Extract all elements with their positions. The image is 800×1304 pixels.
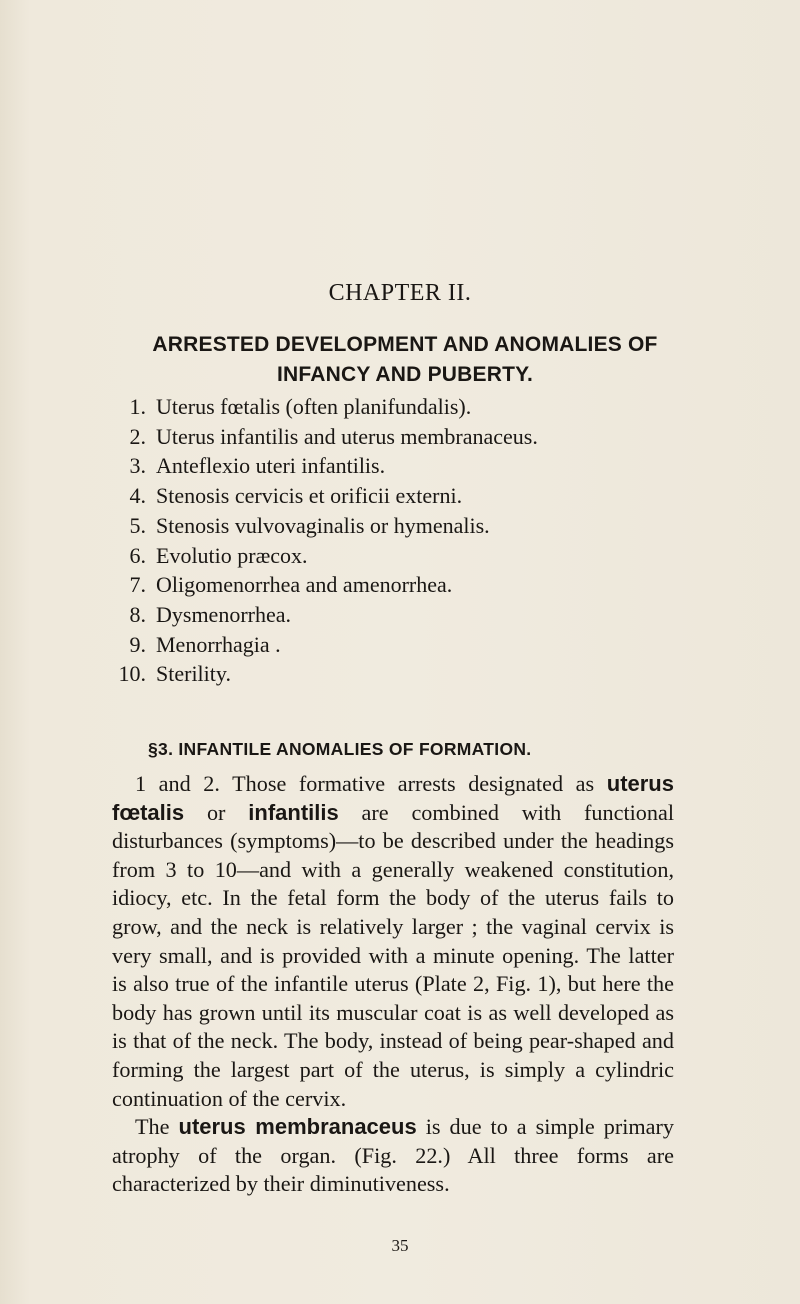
list-number: 5. bbox=[129, 512, 146, 538]
paragraph bbox=[112, 1113, 674, 1199]
list-text: Evolutio præcox. bbox=[156, 542, 308, 568]
list-text: Dysmenorrhea. bbox=[156, 601, 292, 627]
list-number: 10. bbox=[118, 661, 146, 687]
list-item bbox=[106, 392, 666, 422]
list-item bbox=[106, 600, 666, 630]
chapter-title: ARRESTED DEVELOPMENT AND ANOMALIES OF INFANCY AND PUBERTY. bbox=[152, 333, 658, 386]
list-text: Stenosis cervicis et orificii externi. bbox=[156, 483, 463, 509]
body-text bbox=[112, 770, 674, 1199]
text-run: 1 and 2. Those formative arrests designated as bbox=[135, 771, 607, 796]
list-item bbox=[106, 659, 666, 689]
list-text: Stenosis vulvovaginalis or hymenalis. bbox=[156, 512, 490, 538]
list-item bbox=[106, 481, 666, 511]
page-number: 35 bbox=[391, 1236, 409, 1255]
list-number: 6. bbox=[129, 542, 146, 568]
list-text: Uterus infantilis and uterus membranaceus. bbox=[156, 423, 538, 449]
text-run: is due to a simple primary atrophy of the organ. (Fig. 22.) All three forms are characterized by their diminutiveness. bbox=[112, 1114, 675, 1197]
topic-list bbox=[106, 392, 666, 689]
paragraph bbox=[112, 770, 674, 1113]
list-item bbox=[106, 541, 666, 571]
list-item bbox=[106, 511, 666, 541]
list-text: Oligomenorrhea and amenorrhea. bbox=[156, 572, 453, 598]
text-run: or bbox=[184, 799, 249, 825]
list-number: 3. bbox=[129, 453, 146, 479]
list-text: Menorrhagia . bbox=[156, 631, 281, 657]
list-number: 7. bbox=[129, 572, 146, 598]
list-number: 4. bbox=[129, 483, 146, 509]
chapter-heading: CHAPTER II. bbox=[328, 280, 472, 306]
list-text: Uterus fœtalis (often planifundalis). bbox=[156, 394, 472, 419]
bold-term: uterus membranaceus bbox=[178, 1114, 417, 1140]
list-item bbox=[106, 422, 666, 452]
list-item bbox=[106, 451, 666, 481]
list-number: 9. bbox=[129, 631, 146, 657]
text-run: The bbox=[135, 1114, 179, 1140]
list-text: Sterility. bbox=[156, 661, 231, 687]
list-number: 1. bbox=[129, 394, 146, 419]
list-number: 2. bbox=[129, 423, 146, 449]
list-item bbox=[106, 570, 666, 600]
section-heading: §3. INFANTILE ANOMALIES OF FORMATION. bbox=[148, 739, 532, 759]
text-run: are combined with functional disturbances (symptoms)—to be described under the headings from 3 to 10—and with a generally weakened constitution, idiocy, etc. In the fetal form the body of the uterus fails to grow, and the neck is relatively larger ; the vaginal cervix is very small, and is provided with a minute opening. The latter is also true of the infantile uterus (Plate 2, Fig. 1), but here the body has grown until its muscular coat is as well developed as is that of the neck. The body, instead of being pear-shaped and forming the largest part of the uterus, is simply a cylindric continuation of the cervix. bbox=[112, 799, 674, 1111]
bold-term: infantilis bbox=[248, 799, 339, 825]
bold-term: uterus fœtalis bbox=[112, 771, 674, 825]
list-number: 8. bbox=[129, 601, 146, 627]
list-text: Anteflexio uteri infantilis. bbox=[156, 453, 386, 479]
list-item bbox=[106, 630, 666, 660]
